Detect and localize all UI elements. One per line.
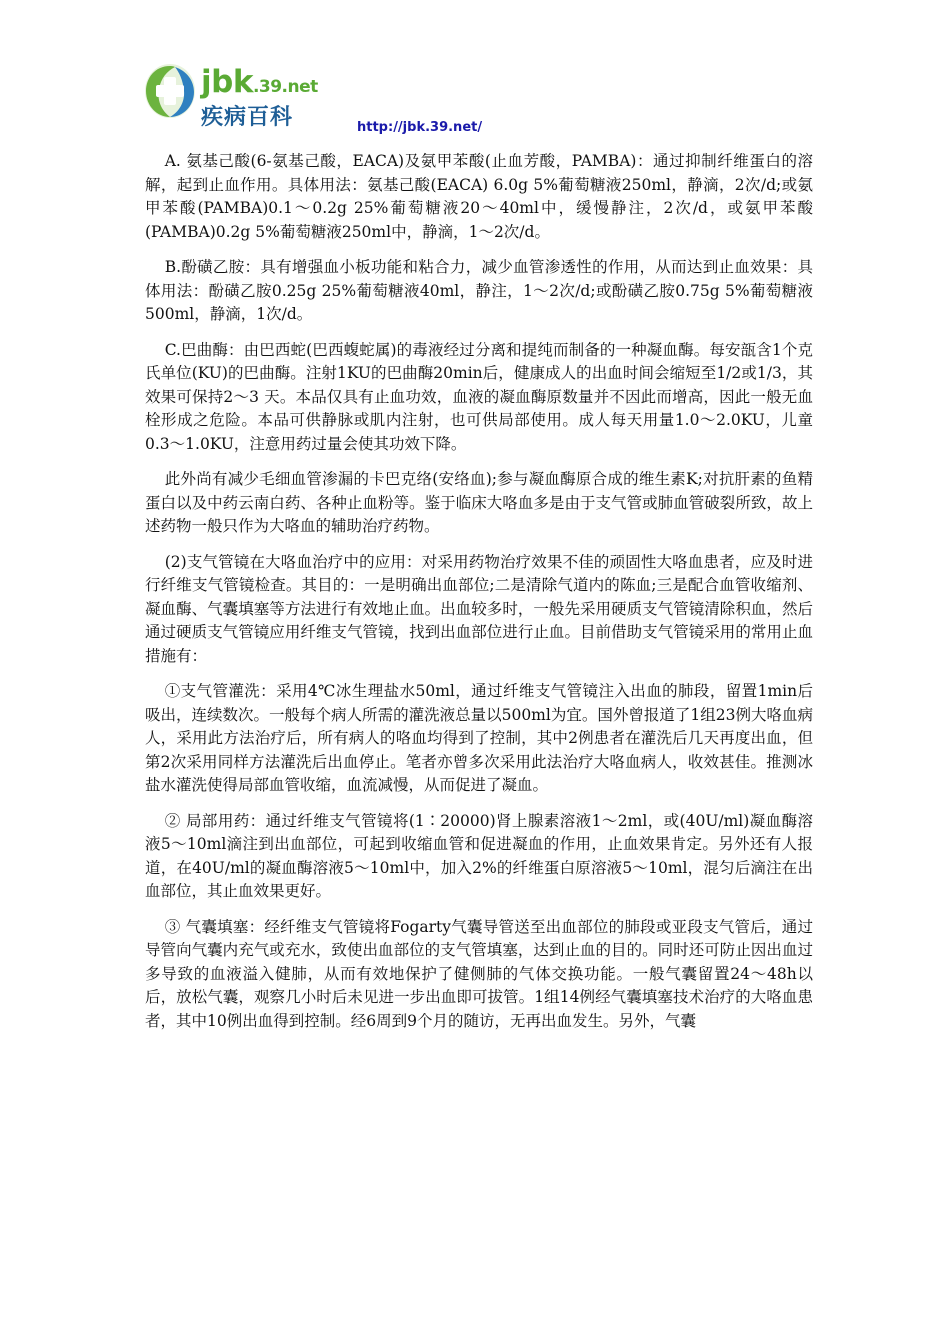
site-url-link[interactable]: http://jbk.39.net/ xyxy=(357,120,483,135)
site-header xyxy=(143,62,563,142)
paragraph-local-drugs: ② 局部用药：通过纤维支气管镜将(1∶20000)肾上腺素溶液1～2ml，或(40U/ml)凝血酶溶液5～10ml滴注到出血部位，可起到收缩血管和促进凝血的作用，止血效果肯定。另外还有人报道，在40U/ml的凝血酶溶液5～10ml中，加入2%的纤维蛋白原溶液5～10ml，混匀后滴注在出血部位，其止血效果更好。 xyxy=(145,811,813,900)
brand-name: jbk.39.net xyxy=(201,64,318,100)
paragraph-balloon: ③ 气囊填塞：经纤维支气管镜将Fogarty气囊导管送至出血部位的肺段或亚段支气管后，通过导管向气囊内充气或充水，致使出血部位的支气管填塞，达到止血的目的。同时还可防止因出血过多导致的血液溢入健肺，从而有效地保护了健侧肺的气体交换功能。一般气囊留置24～48h以后，放松气囊，观察几小时后未见进一步出血即可拔管。1组14例经气囊填塞技术治疗的大咯血患者，其中10例出血得到控制。经6周到9个月的随访，无再出血发生。另外，气囊 xyxy=(145,917,813,1030)
paragraph-lavage: ①支气管灌洗：采用4℃冰生理盐水50ml，通过纤维支气管镜注入出血的肺段，留置1min后吸出，连续数次。一般每个病人所需的灌洗液总量以500ml为宜。国外曾报道了1组23例大咯血病人，采用此方法治疗后，所有病人的咯血均得到了控制，其中2例患者在灌洗后几天再度出血，但第2次采用同样方法灌洗后出血停止。笔者亦曾多次采用此法治疗大咯血病人，收效甚佳。推测冰盐水灌洗使得局部血管收缩，血流减慢，从而促进了凝血。 xyxy=(145,682,813,794)
jbk-cross-logo-icon xyxy=(143,62,197,120)
article-body xyxy=(145,150,813,1045)
brand-chinese: 疾病百科 xyxy=(201,105,294,130)
paragraph-etamsylate: B.酚磺乙胺：具有增强血小板功能和粘合力，减少血管渗透性的作用，从而达到止血效果：具体用法：酚磺乙胺0.25g 25%葡萄糖液40ml，静注，1～2次/d;或酚磺乙胺0.75g 5%葡萄糖液500ml，静滴，1次/d。 xyxy=(145,258,813,323)
paragraph-eaca-pamba: A. 氨基己酸(6-氨基己酸，EACA)及氨甲苯酸(止血芳酸，PAMBA)：通过抑制纤维蛋白的溶解，起到止血作用。具体用法：氨基己酸(EACA) 6.0g 5%葡萄糖液250ml，静滴，2次/d;或氨甲苯酸(PAMBA)0.1～0.2g 25%葡萄糖液20～40ml中，缓慢静注，2次/d，或氨甲苯酸(PAMBA)0.2g 5%葡萄糖液250ml中，静滴，1～2次/d。 xyxy=(145,152,813,241)
paragraph-other-drugs: 此外尚有减少毛细血管渗漏的卡巴克络(安络血);参与凝血酶原合成的维生素K;对抗肝素的鱼精蛋白以及中药云南白药、各种止血粉等。鉴于临床大咯血多是由于支气管或肺血管破裂所致，故上述药物一般只作为大咯血的辅助治疗药物。 xyxy=(145,470,813,535)
paragraph-batroxobin: C.巴曲酶：由巴西蛇(巴西蝮蛇属)的毒液经过分离和提纯而制备的一种凝血酶。每安瓿含1个克氏单位(KU)的巴曲酶。注射1KU的巴曲酶20min后，健康成人的出血时间会缩短至1/2或1/3，其效果可保持2～3 天。本品仅具有止血功效，血液的凝血酶原数量并不因此而增高，因此一般无血栓形成之危险。本品可供静脉或肌内注射，也可供局部使用。成人每天用量1.0～2.0KU，儿童0.3～1.0KU，注意用药过量会使其功效下降。 xyxy=(145,340,813,453)
paragraph-bronchoscopy: (2)支气管镜在大咯血治疗中的应用：对采用药物治疗效果不佳的顽固性大咯血患者，应及时进行纤维支气管镜检查。其目的：一是明确出血部位;二是清除气道内的陈血;三是配合血管收缩剂、凝血酶、气囊填塞等方法进行有效地止血。出血较多时，一般先采用硬质支气管镜清除积血，然后通过硬质支气管镜应用纤维支气管镜，找到出血部位进行止血。目前借助支气管镜采用的常用止血措施有： xyxy=(145,552,813,665)
